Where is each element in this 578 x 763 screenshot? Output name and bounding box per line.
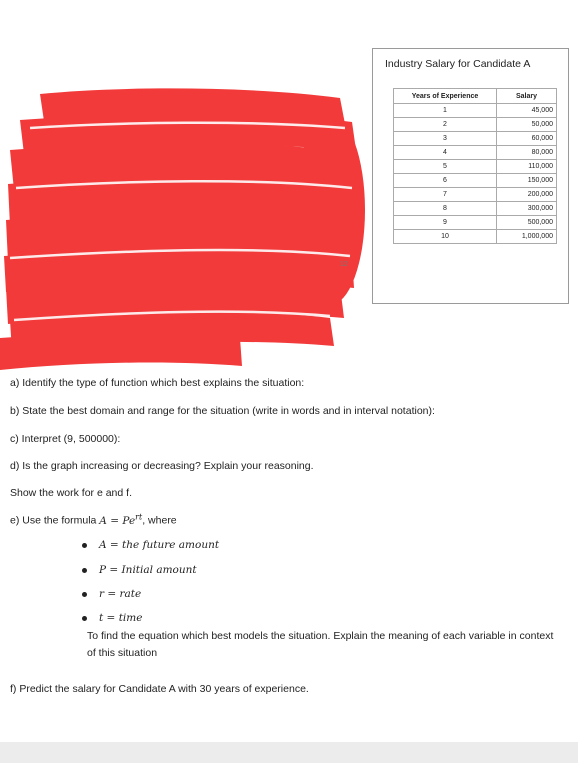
redacted-axis-label: 12 bbox=[340, 261, 348, 268]
list-item bbox=[82, 612, 142, 624]
question-d: d) Is the graph increasing or decreasing? Explain your reasoning. bbox=[10, 460, 314, 472]
table-row bbox=[394, 104, 557, 118]
table-title: Industry Salary for Candidate A bbox=[385, 58, 531, 70]
bullet-text: P = Initial amount bbox=[99, 564, 197, 576]
list-item bbox=[82, 539, 219, 551]
bullet-dot bbox=[82, 543, 87, 548]
years-cell: 3 bbox=[394, 132, 497, 146]
salary-cell: 50,000 bbox=[497, 118, 557, 132]
salary-table-card bbox=[372, 48, 569, 304]
table-row bbox=[394, 118, 557, 132]
formula-base: A = Pe bbox=[99, 514, 136, 527]
salary-cell: 110,000 bbox=[497, 160, 557, 174]
years-cell: 5 bbox=[394, 160, 497, 174]
page-bottom-edge bbox=[0, 742, 578, 763]
question-b: b) State the best domain and range for the situation (write in words and in interval notation): bbox=[10, 405, 435, 417]
table-row bbox=[394, 230, 557, 244]
salary-cell: 60,000 bbox=[497, 132, 557, 146]
table-header-row bbox=[394, 89, 557, 104]
years-cell: 4 bbox=[394, 146, 497, 160]
redaction-scribble bbox=[0, 80, 400, 380]
years-cell: 2 bbox=[394, 118, 497, 132]
question-a: a) Identify the type of function which best explains the situation: bbox=[10, 377, 305, 389]
salary-cell: 80,000 bbox=[497, 146, 557, 160]
question-c: c) Interpret (9, 500000): bbox=[10, 433, 121, 445]
years-cell: 8 bbox=[394, 202, 497, 216]
salary-cell: 200,000 bbox=[497, 188, 557, 202]
question-e-paragraph: To find the equation which best models the situation. Explain the meaning of each variable in context of this situation bbox=[87, 630, 554, 659]
formula-exponent: rt bbox=[135, 512, 143, 521]
bullet-dot bbox=[82, 616, 87, 621]
table-row bbox=[394, 202, 557, 216]
header-salary: Salary bbox=[497, 89, 557, 104]
years-cell: 7 bbox=[394, 188, 497, 202]
bullet-text: r = rate bbox=[99, 588, 142, 600]
table-row bbox=[394, 160, 557, 174]
table-row bbox=[394, 146, 557, 160]
salary-table bbox=[393, 88, 557, 244]
question-e bbox=[10, 512, 177, 527]
list-item bbox=[82, 564, 197, 576]
years-cell: 6 bbox=[394, 174, 497, 188]
question-e-suffix: , where bbox=[142, 514, 177, 527]
show-work-note: Show the work for e and f. bbox=[10, 487, 132, 499]
years-cell: 9 bbox=[394, 216, 497, 230]
question-e-prefix: e) Use the formula bbox=[10, 514, 97, 527]
list-item bbox=[82, 588, 141, 600]
table-row bbox=[394, 132, 557, 146]
bullet-text: A = the future amount bbox=[99, 539, 220, 551]
question-f: f) Predict the salary for Candidate A with 30 years of experience. bbox=[10, 683, 309, 695]
bullet-dot bbox=[82, 568, 87, 573]
salary-cell: 500,000 bbox=[497, 216, 557, 230]
table-row bbox=[394, 216, 557, 230]
bullet-text: t = time bbox=[99, 612, 143, 624]
salary-cell: 150,000 bbox=[497, 174, 557, 188]
table-row bbox=[394, 188, 557, 202]
header-years: Years of Experience bbox=[394, 89, 497, 104]
formula bbox=[99, 512, 143, 527]
salary-cell: 1,000,000 bbox=[497, 230, 557, 244]
table-row bbox=[394, 174, 557, 188]
years-cell: 1 bbox=[394, 104, 497, 118]
years-cell: 10 bbox=[394, 230, 497, 244]
salary-cell: 45,000 bbox=[497, 104, 557, 118]
salary-cell: 300,000 bbox=[497, 202, 557, 216]
bullet-dot bbox=[82, 592, 87, 597]
